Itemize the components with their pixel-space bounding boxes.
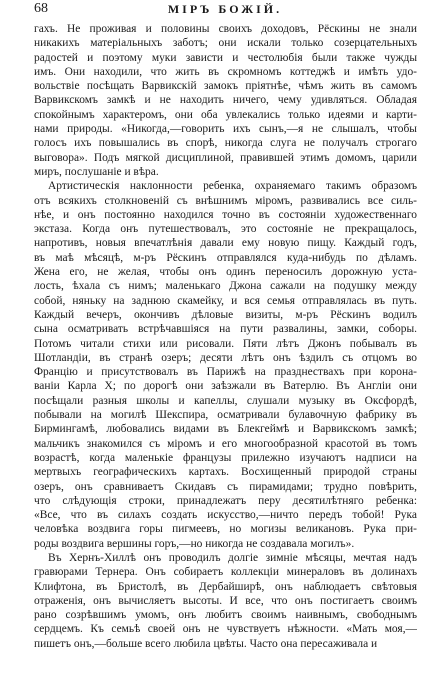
text-line: Артистическія наклонности ребенка, охраняемаго такимъ образомъ	[48, 180, 417, 193]
page-number: 68	[34, 1, 48, 16]
text-line: Каждый вечеръ, окончивъ дѣловые визиты, м-ръ Рёскинъ водилъ	[34, 308, 417, 321]
running-title: МІРЪ БОЖІЙ.	[167, 2, 283, 16]
text-line: Варвикскомъ замкѣ и не находить ничего, чему удивляться. Обладая	[34, 94, 417, 107]
text-line: никакихъ матеріальныхъ заботъ; они искали только созерцательныхъ	[34, 37, 417, 50]
text-line: собой, няньку на заднюю скамейку, и вся семья отправлялась въ путь.	[34, 294, 417, 307]
text-line: имъ. Они находили, что жить въ скромномъ коттеджѣ и имѣть удо-	[34, 65, 417, 78]
text-line: нами природы. «Никогда,—говорить ихъ сынъ,—я не слышалъ, чтобы	[34, 123, 417, 136]
text-line: лость, ѣхала съ нимъ; маленькаго Джона сажали на подушку между	[34, 280, 417, 293]
page-header	[34, 0, 416, 22]
text-line: отъ всякихъ столкновеній съ внѣшнимъ міромъ, развивались все силь-	[34, 194, 417, 207]
text-line: посѣщали разныя школы и капеллы, слушали музыку въ Оксфордѣ,	[34, 394, 417, 407]
paragraph	[34, 551, 417, 651]
text-line: гахъ. Не проживая и половины своихъ доходовъ, Рёскины не знали	[34, 23, 417, 35]
text-line: отраженія, онъ вычисляетъ высоты. И все, что онъ постигаетъ своимъ	[34, 594, 417, 607]
text-line: экстаза. Когда онъ путешествовалъ, это состояніе не прекращалось,	[34, 223, 417, 236]
text-line: въ маѣ мѣсяцѣ, м-ръ Рёскинъ отправлялся куда-нибудь по дѣламъ.	[34, 251, 417, 264]
text-line: пишетъ онъ,—больше всего любила цвѣты. Часто она пересаживала и	[34, 637, 378, 650]
text-line: мертвыхъ географическихъ картахъ. Восхищенный природой страны	[34, 466, 417, 479]
text-line: вольствіе посѣщать Варвикскій замокъ пріятнѣе, чѣмъ жить въ самомъ	[34, 80, 417, 93]
paragraph	[34, 22, 417, 179]
text-line: человѣка воздвига горы пигмеевъ, но могизы великановъ. Рука при-	[34, 523, 417, 536]
text-line: Шотландіи, въ странѣ озеръ; десяти лѣтъ онъ ѣздилъ съ отцомъ во	[34, 351, 417, 364]
text-line: Потомъ читали стихи или рисовали. Пяти лѣтъ Джонъ побывалъ въ	[34, 337, 417, 350]
text-line: рано созрѣвшимъ умомъ, онъ любитъ своимъ наивнымъ, свободнымъ	[34, 609, 417, 622]
text-line: Клифтона, въ Бристолѣ, въ Дербайширѣ, онъ наблюдаетъ свѣтовыя	[34, 580, 417, 593]
text-line: побывали на могилѣ Шекспира, осматривали булавочную фабрику въ	[34, 409, 417, 422]
text-line: что слѣдующія строки, принадлежатъ перу десятилѣтняго ребенка:	[34, 494, 417, 507]
text-line: Въ Хернъ-Хиллѣ онъ проводилъ долгіе зимніе мѣсяцы, мечтая надъ	[48, 551, 417, 564]
body-text	[34, 22, 417, 651]
text-line: выговора». Подъ мягкой дисциплиной, правившей этимъ домомъ, царили	[34, 151, 417, 164]
text-line: озеръ, онъ сравниваетъ Скидавъ съ пирамидами; трудно повѣрить,	[34, 480, 417, 493]
text-line: Францію и присутствовалъ въ Парижѣ на празднествахъ при корона-	[34, 366, 417, 379]
text-line: Бирмингамѣ, любовались видами въ Блекгеймѣ и Варвикскомъ замкѣ;	[34, 423, 417, 436]
text-line: ваніи Карла X; по дорогѣ они заѣзжали въ Ватерлю. Въ Англіи они	[34, 380, 417, 393]
text-line: гравюрами Тернера. Онъ собираетъ коллекціи минераловъ въ долинахъ	[34, 566, 417, 579]
text-line: сына осматривать встрѣчавшіяся на пути развалины, замки, соборы.	[34, 323, 417, 336]
text-line: спокойнымъ характеромъ, они оба увлекались только идеями и карти-	[34, 108, 417, 121]
text-line: сердцемъ. Къ семьѣ своей онъ не чувствуетъ нѣжности. «Мать моя,—	[34, 623, 417, 636]
text-line: мальчикъ знакомился съ міромъ и его многообразной красотой въ томъ	[34, 437, 417, 450]
text-line: радостей и поэтому муки зависти и честолюбія были также чужды	[34, 51, 417, 64]
text-line: нѣе, и онъ постоянно находился точно въ состояніи художественнаго	[34, 208, 417, 221]
text-line: голосъ ихъ повышались въ спорѣ, никогда слуга не получалъ строгаго	[34, 137, 417, 150]
text-line: роды воздвига вершины горъ,—но никогда не создавала могилъ».	[34, 537, 355, 550]
text-line: напротивъ, новыя впечатлѣнія давали ему новую пищу. Каждый годъ,	[34, 237, 417, 250]
text-line: Жена его, не желая, чтобы онъ одинъ переносилъ дорожную уста-	[34, 266, 417, 279]
paragraph	[34, 179, 417, 551]
text-line: миръ, послушаніе и вѣра.	[34, 165, 159, 178]
text-line: возрастѣ, когда маленькіе французы прилежно изучаютъ надписи на	[34, 451, 417, 464]
text-line: «Все, что въ силахъ создать искусство,—ничто передъ тобой! Рука	[34, 509, 417, 522]
